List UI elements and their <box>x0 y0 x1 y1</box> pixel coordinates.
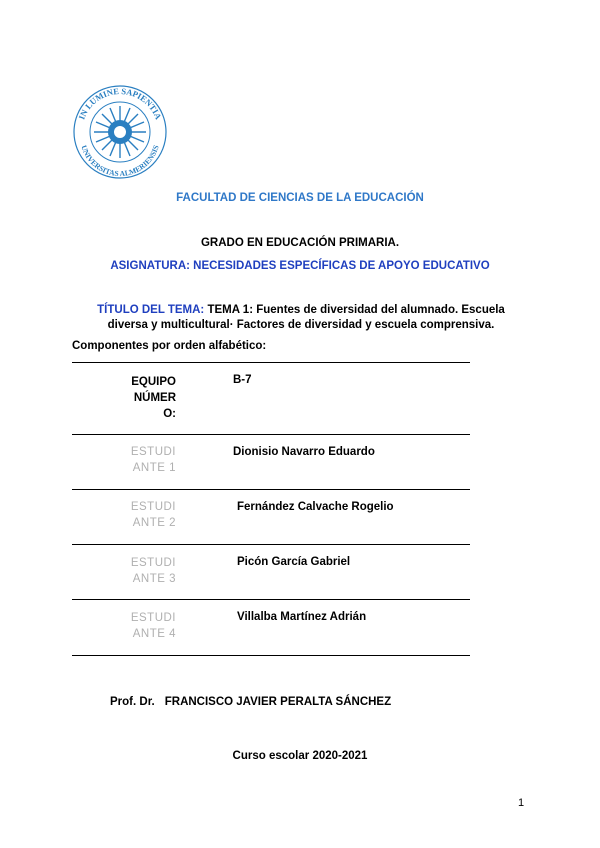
logo-bottom-text: UNIVERSITAS ALMERIENSIS <box>79 143 161 179</box>
student-label: ESTUDI ANTE 1 <box>130 446 176 474</box>
student-name: Picón García Gabriel <box>237 556 351 568</box>
logo-top-text: IN LUMINE SAPIENTIA <box>76 85 164 121</box>
team-number: B-7 <box>233 374 252 386</box>
student-name: Villalba Martínez Adrián <box>237 611 367 623</box>
table-divider <box>72 655 470 656</box>
table-divider <box>72 362 470 363</box>
table-divider <box>72 489 470 490</box>
student-label: ESTUDI ANTE 3 <box>130 557 176 585</box>
course-year: Curso escolar 2020-2021 <box>232 750 368 762</box>
team-label: EQUIPO NÚMER O: <box>131 376 176 420</box>
topic-label: TÍTULO DEL TEMA: <box>97 304 205 316</box>
student-label: ESTUDI ANTE 2 <box>130 501 176 529</box>
student-name: Dionisio Navarro Eduardo <box>233 446 375 458</box>
page-number: 1 <box>518 797 525 809</box>
subject-title: ASIGNATURA: NECESIDADES ESPECÍFICAS DE APOYO EDUCATIVO <box>110 260 490 272</box>
faculty-title: FACULTAD DE CIENCIAS DE LA EDUCACIÓN <box>176 192 424 204</box>
professor-title: Prof. Dr. <box>110 696 155 708</box>
student-label: ESTUDI ANTE 4 <box>130 612 176 640</box>
topic-title <box>76 303 526 333</box>
professor-line <box>110 696 401 708</box>
table-divider <box>72 434 470 435</box>
student-name: Fernández Calvache Rogelio <box>237 501 394 513</box>
table-divider <box>72 544 470 545</box>
degree-title: GRADO EN EDUCACIÓN PRIMARIA. <box>200 237 400 249</box>
topic-text: TEMA 1: Fuentes de diversidad del alumnado. Escuela diversa y multicultural· Factores de diversidad y escuela comprensiva. <box>107 304 505 331</box>
university-logo <box>72 84 168 180</box>
professor-name: FRANCISCO JAVIER PERALTA SÁNCHEZ <box>164 696 392 708</box>
table-divider <box>72 599 470 600</box>
components-label: Componentes por orden alfabético: <box>72 340 267 352</box>
